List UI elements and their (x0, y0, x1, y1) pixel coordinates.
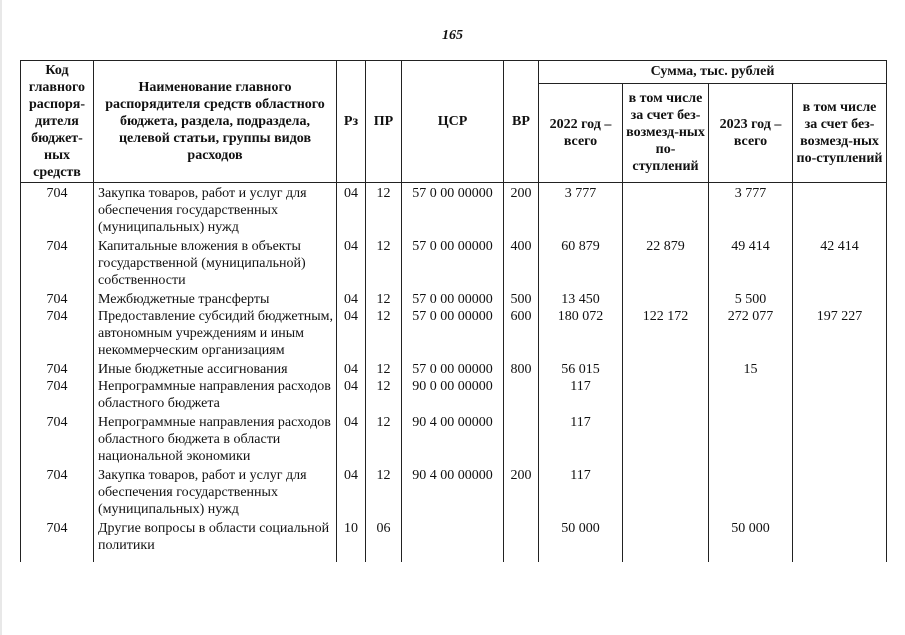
cell-vr: 200 (504, 183, 539, 239)
cell-vr: 400 (504, 238, 539, 291)
cell-csr: 57 0 00 00000 (402, 183, 504, 239)
cell-2023-grants (793, 183, 887, 239)
cell-csr: 57 0 00 00000 (402, 291, 504, 308)
cell-vr (504, 378, 539, 414)
cell-rz: 04 (337, 467, 366, 520)
table-row (21, 520, 887, 562)
cell-pr: 12 (366, 361, 402, 378)
cell-code: 704 (21, 238, 94, 291)
scan-edge (0, 0, 2, 635)
page-number: 165 (442, 28, 463, 43)
table-row (21, 467, 887, 520)
table-row (21, 414, 887, 467)
cell-2023-total (709, 414, 793, 467)
cell-2023-total (709, 378, 793, 414)
cell-2022-grants: 22 879 (623, 238, 709, 291)
cell-vr: 500 (504, 291, 539, 308)
table-row (21, 378, 887, 414)
cell-2022-grants (623, 291, 709, 308)
header-vr: ВР (504, 61, 539, 183)
cell-2023-grants (793, 291, 887, 308)
cell-2023-total: 5 500 (709, 291, 793, 308)
cell-code: 704 (21, 361, 94, 378)
cell-2022-total: 13 450 (539, 291, 623, 308)
cell-rz: 04 (337, 238, 366, 291)
cell-code: 704 (21, 520, 94, 562)
cell-code: 704 (21, 308, 94, 361)
cell-2023-grants (793, 361, 887, 378)
cell-csr: 57 0 00 00000 (402, 361, 504, 378)
header-rz: Рз (337, 61, 366, 183)
cell-pr: 12 (366, 467, 402, 520)
cell-code: 704 (21, 414, 94, 467)
header-2023-total: 2023 год – всего (709, 83, 793, 182)
cell-2022-total: 180 072 (539, 308, 623, 361)
cell-2023-grants (793, 520, 887, 562)
cell-2022-total: 56 015 (539, 361, 623, 378)
cell-vr (504, 414, 539, 467)
cell-vr: 800 (504, 361, 539, 378)
cell-code: 704 (21, 467, 94, 520)
cell-pr: 12 (366, 378, 402, 414)
header-2022-total: 2022 год – всего (539, 83, 623, 182)
cell-name: Иные бюджетные ассигнования (94, 361, 337, 378)
cell-vr: 600 (504, 308, 539, 361)
cell-csr: 57 0 00 00000 (402, 238, 504, 291)
cell-pr: 12 (366, 308, 402, 361)
cell-rz: 10 (337, 520, 366, 562)
table-row (21, 238, 887, 291)
cell-code: 704 (21, 183, 94, 239)
cell-2022-grants (623, 183, 709, 239)
header-2022-grants: в том числе за счет без-возмезд-ных по-ступлений (623, 83, 709, 182)
cell-2022-grants (623, 414, 709, 467)
cell-name: Непрограммные направления расходов областного бюджета (94, 378, 337, 414)
cell-vr (504, 520, 539, 562)
header-sum-title: Сумма, тыс. рублей (539, 61, 887, 84)
budget-table (20, 60, 887, 562)
cell-2023-grants: 42 414 (793, 238, 887, 291)
table-row (21, 183, 887, 239)
cell-2023-grants: 197 227 (793, 308, 887, 361)
cell-csr: 90 4 00 00000 (402, 467, 504, 520)
cell-name: Предоставление субсидий бюджетным, автономным учреждениям и иным некоммерческим организациям (94, 308, 337, 361)
header-pr: ПР (366, 61, 402, 183)
cell-rz: 04 (337, 291, 366, 308)
cell-2023-grants (793, 414, 887, 467)
cell-name: Закупка товаров, работ и услуг для обеспечения государственных (муниципальных) нужд (94, 467, 337, 520)
cell-rz: 04 (337, 361, 366, 378)
cell-csr: 90 0 00 00000 (402, 378, 504, 414)
table-row (21, 291, 887, 308)
cell-2023-total: 15 (709, 361, 793, 378)
cell-vr: 200 (504, 467, 539, 520)
cell-2022-total: 117 (539, 414, 623, 467)
header-csr: ЦСР (402, 61, 504, 183)
cell-2023-total (709, 467, 793, 520)
cell-2023-total: 3 777 (709, 183, 793, 239)
cell-code: 704 (21, 291, 94, 308)
cell-csr (402, 520, 504, 562)
cell-name: Закупка товаров, работ и услуг для обеспечения государственных (муниципальных) нужд (94, 183, 337, 239)
cell-2023-total: 272 077 (709, 308, 793, 361)
header-code: Код главного распоря-дителя бюджет-ных средств (21, 61, 94, 183)
table-row (21, 361, 887, 378)
cell-2022-total: 60 879 (539, 238, 623, 291)
cell-name: Непрограммные направления расходов областного бюджета в области национальной экономики (94, 414, 337, 467)
header-2023-grants: в том числе за счет без-возмезд-ных по-ступлений (793, 83, 887, 182)
cell-2022-total: 50 000 (539, 520, 623, 562)
cell-name: Другие вопросы в области социальной политики (94, 520, 337, 562)
cell-pr: 12 (366, 291, 402, 308)
cell-pr: 06 (366, 520, 402, 562)
cell-2022-total: 117 (539, 467, 623, 520)
cell-rz: 04 (337, 378, 366, 414)
cell-name: Межбюджетные трансферты (94, 291, 337, 308)
cell-rz: 04 (337, 183, 366, 239)
cell-csr: 90 4 00 00000 (402, 414, 504, 467)
cell-rz: 04 (337, 308, 366, 361)
cell-2022-grants (623, 361, 709, 378)
cell-2022-grants (623, 520, 709, 562)
cell-pr: 12 (366, 238, 402, 291)
cell-2022-total: 3 777 (539, 183, 623, 239)
header-name: Наименование главного распорядителя средств областного бюджета, раздела, подраздела, целевой статьи, группы видов расходов (94, 61, 337, 183)
cell-2022-grants (623, 467, 709, 520)
cell-2023-total: 49 414 (709, 238, 793, 291)
cell-2023-total: 50 000 (709, 520, 793, 562)
cell-2022-total: 117 (539, 378, 623, 414)
cell-2022-grants: 122 172 (623, 308, 709, 361)
cell-rz: 04 (337, 414, 366, 467)
cell-2023-grants (793, 378, 887, 414)
cell-pr: 12 (366, 414, 402, 467)
cell-2023-grants (793, 467, 887, 520)
cell-csr: 57 0 00 00000 (402, 308, 504, 361)
table-row (21, 308, 887, 361)
cell-code: 704 (21, 378, 94, 414)
cell-2022-grants (623, 378, 709, 414)
cell-name: Капитальные вложения в объекты государственной (муниципальной) собственности (94, 238, 337, 291)
cell-pr: 12 (366, 183, 402, 239)
